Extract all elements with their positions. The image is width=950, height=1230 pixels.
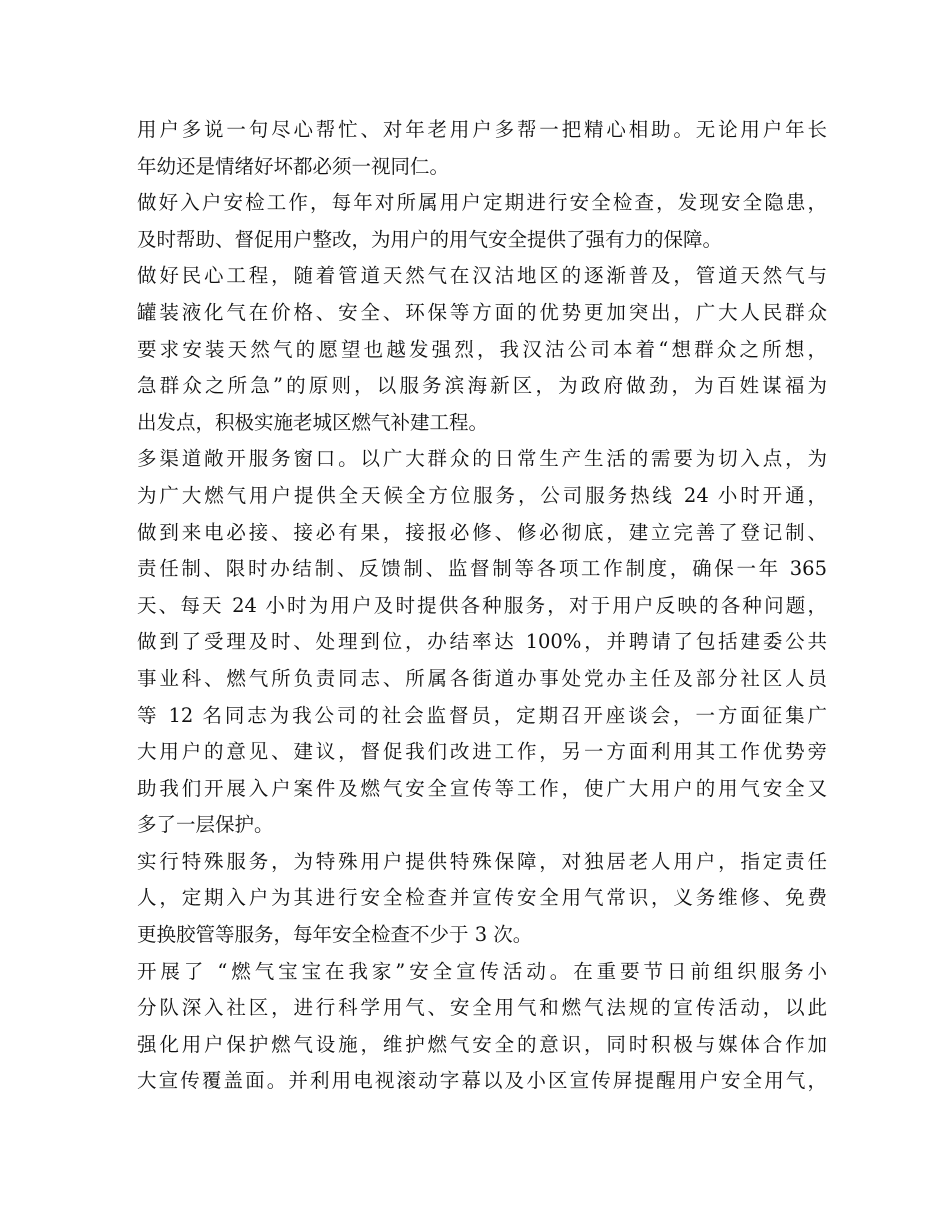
text-line: 做到了受理及时、处理到位，办结率达 100%，并聘请了包括建委公共: [137, 630, 827, 654]
text-line: 大用户的意见、建议，督促我们改进工作，另一方面利用其工作优势旁: [137, 740, 827, 764]
body-text: [137, 112, 827, 1100]
text-line: 出发点，积极实施老城区燃气补建工程。: [137, 410, 489, 434]
text-line: 更换胶管等服务，每年安全检查不少于 3 次。: [137, 923, 533, 947]
text-line: 等 12 名同志为我公司的社会监督员，定期召开座谈会，一方面征集广: [137, 703, 827, 727]
text-line: 罐装液化气在价格、安全、环保等方面的优势更加突出，广大人民群众: [137, 300, 827, 324]
text-line: 做到来电必接、接必有果，接报必修、修必彻底，建立完善了登记制、: [137, 520, 827, 544]
text-line: 天、每天 24 小时为用户及时提供各种服务，对于用户反映的各种问题，: [137, 593, 827, 617]
text-line: 做好入户安检工作，每年对所属用户定期进行安全检查，发现安全隐患，: [137, 191, 827, 215]
text-line: 实行特殊服务，为特殊用户提供特殊保障，对独居老人用户，指定责任: [137, 849, 827, 873]
text-line: 年幼还是情绪好坏都必须一视同仁。: [137, 154, 450, 178]
text-line: 助我们开展入户案件及燃气安全宣传等工作，使广大用户的用气安全又: [137, 776, 827, 800]
text-line: 事业科、燃气所负责同志、所属各街道办事处党办主任及部分社区人员: [137, 666, 827, 690]
text-line: 分队深入社区，进行科学用气、安全用气和燃气法规的宣传活动，以此: [137, 996, 827, 1020]
text-line: 做好民心工程，随着管道天然气在汉沽地区的逐渐普及，管道天然气与: [137, 264, 827, 288]
text-line: 开展了 “燃气宝宝在我家”安全宣传活动。在重要节日前组织服务小: [137, 959, 827, 983]
text-line: 人，定期入户为其进行安全检查并宣传安全用气常识，义务维修、免费: [137, 886, 827, 910]
text-line: 多渠道敞开服务窗口。以广大群众的日常生产生活的需要为切入点，为: [137, 447, 827, 471]
text-line: 及时帮助、督促用户整改，为用户的用气安全提供了强有力的保障。: [137, 227, 723, 251]
text-line: 强化用户保护燃气设施，维护燃气安全的意识，同时积极与媒体合作加: [137, 1032, 827, 1056]
text-line: 用户多说一句尽心帮忙、对年老用户多帮一把精心相助。无论用户年长: [137, 118, 827, 141]
text-line: 责任制、限时办结制、反馈制、监督制等各项工作制度，确保一年 365: [137, 557, 827, 581]
text-line: 大宣传覆盖面。并利用电视滚动字幕以及小区宣传屏提醒用户安全用气，: [137, 1069, 827, 1093]
text-line: 急群众之所急”的原则，以服务滨海新区，为政府做劲，为百姓谋福为: [137, 374, 827, 398]
text-line: 为广大燃气用户提供全天候全方位服务，公司服务热线 24 小时开通，: [137, 483, 827, 507]
text-line: 多了一层保护。: [137, 813, 274, 837]
text-line: 要求安装天然气的愿望也越发强烈，我汉沽公司本着“想群众之所想，: [137, 337, 827, 361]
